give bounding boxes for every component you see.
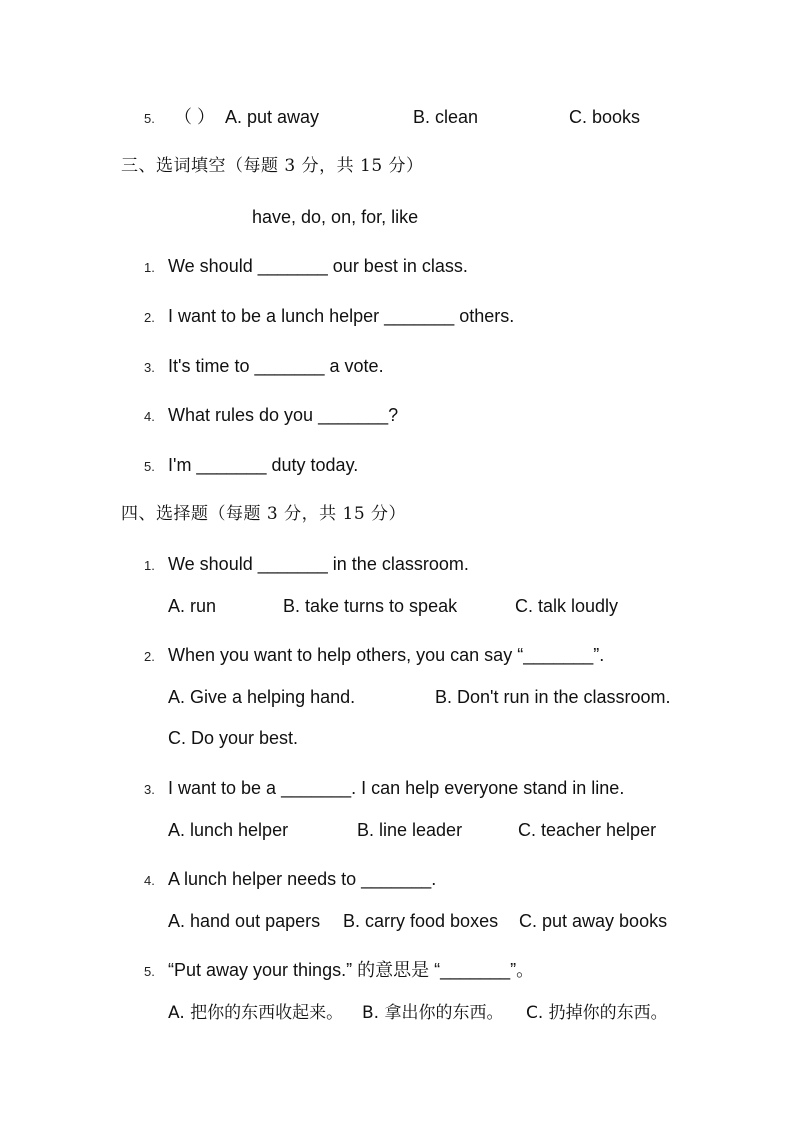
option-b: B. clean <box>413 107 479 127</box>
option-c: C. put away books <box>519 911 668 931</box>
option-b: B. 拿出你的东西。 <box>362 1003 504 1023</box>
question-number: 4. <box>144 409 155 424</box>
option-c: C. 扔掉你的东西。 <box>526 1003 668 1023</box>
option-c: C. books <box>569 107 641 127</box>
question-text: What rules do you _______? <box>168 405 399 425</box>
question-number: 2. <box>144 310 155 325</box>
question-number: 1. <box>144 260 155 275</box>
option-a: A. 把你的东西收起来。 <box>168 1003 344 1023</box>
option-c: C. Do your best. <box>168 728 299 748</box>
option-b: B. take turns to speak <box>283 596 458 616</box>
question-number: 5. <box>144 964 155 979</box>
question-text: It's time to _______ a vote. <box>168 356 384 376</box>
option-a: A. run <box>168 596 217 616</box>
question-text: I want to be a lunch helper _______ others. <box>168 306 515 326</box>
option-b: B. Don't run in the classroom. <box>435 687 671 707</box>
section-heading: 三、选词填空（每题 3 分，共 15 分） <box>121 156 424 176</box>
question-text: When you want to help others, you can say “_______”. <box>168 645 605 665</box>
question-text: We should _______ in the classroom. <box>168 554 469 574</box>
option-a: A. hand out papers <box>168 911 321 931</box>
option-c: C. talk loudly <box>515 596 619 616</box>
question-text: I want to be a _______. I can help everyone stand in line. <box>168 778 625 798</box>
option-b: B. line leader <box>357 820 463 840</box>
option-a: A. lunch helper <box>168 820 289 840</box>
question-number: 1. <box>144 558 155 573</box>
question-text: “Put away your things.” 的意思是 “_______”。 <box>168 960 535 980</box>
question-number: 5. <box>144 459 155 474</box>
option-c: C. teacher helper <box>518 820 657 840</box>
answer-parentheses: （ ） <box>174 107 216 127</box>
section-heading: 四、选择题（每题 3 分，共 15 分） <box>121 504 407 524</box>
question-number: 4. <box>144 873 155 888</box>
question-text: We should _______ our best in class. <box>168 256 468 276</box>
question-number: 5. <box>144 111 155 126</box>
question-text: I'm _______ duty today. <box>168 455 359 475</box>
word-bank: have, do, on, for, like <box>252 207 419 227</box>
question-number: 3. <box>144 360 155 375</box>
question-text: A lunch helper needs to _______. <box>168 869 437 889</box>
option-a: A. Give a helping hand. <box>168 687 356 707</box>
option-a: A. put away <box>225 107 320 127</box>
question-number: 2. <box>144 649 155 664</box>
option-b: B. carry food boxes <box>343 911 499 931</box>
question-number: 3. <box>144 782 155 797</box>
